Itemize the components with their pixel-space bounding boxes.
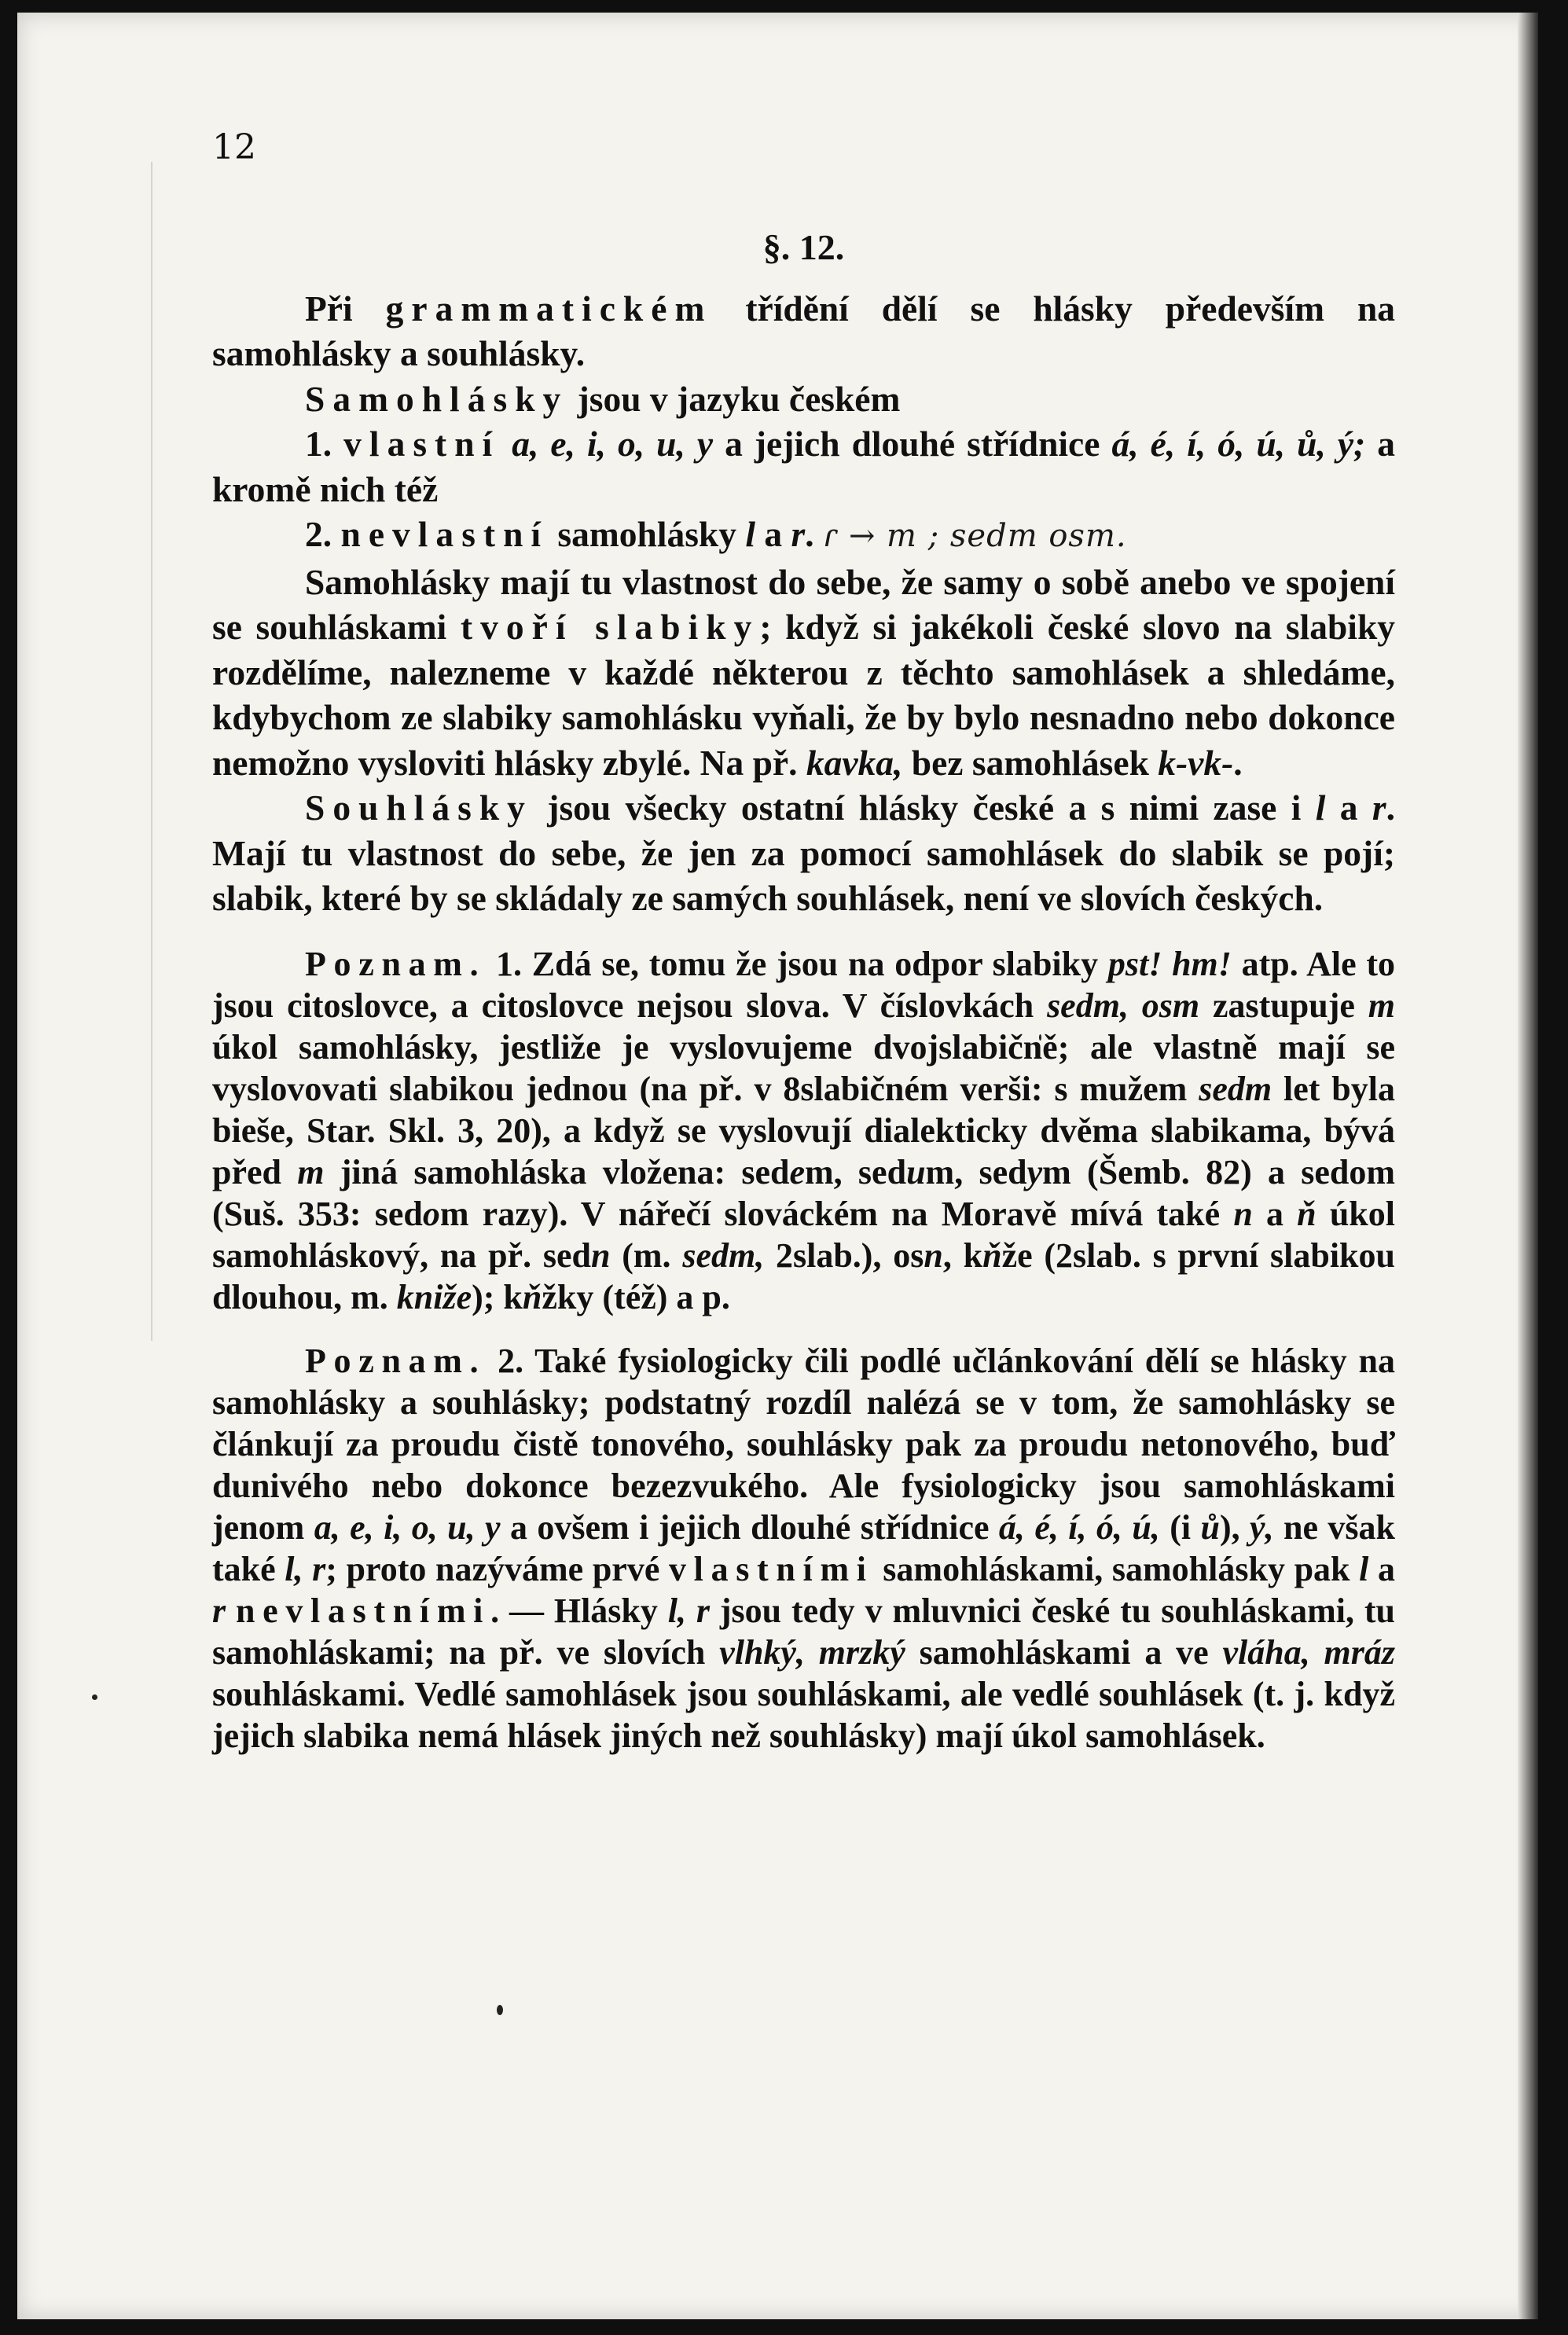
note-1: Poznam. 1. Zdá se, tomu že jsou na odpor slabiky pst! hm! atp. Ale to jsou citoslovce, a citoslovce nejsou slova. V číslovkách sedm, osm zastupuje m úkol samohlásky, jestliže je vyslovujeme dvojslabičně; ale vlastně mají se vyslovovati slabikou jednou (na př. v 8slabičném verši: s mužem sedm let byla bieše, Star. Skl. 3, 20), a když se vyslovují dialekticky dvěma slabikama, bývá před m jiná samohláska vložena: sedem, sedum, sedym (Šemb. 82) a sedom (Suš. 353: sedom razy). V nářečí slováckém na Moravě mívá také n a ň úkol samohláskový, na př. sedn (m. sedm, 2slab.), osn, kňže (2slab. s první slabikou dlouhou, m. kniže); kňžky (též) a p. [212, 944, 1396, 1316]
paragraph-improper-vowels: 2. nevlastní samohlásky l a r. ɾ → m ; sedm osm. [305, 514, 1127, 554]
handwritten-annotation: ɾ → m ; sedm osm. [823, 518, 1127, 554]
paragraph-vowels-heading: Samohlásky jsou v jazyku českém [305, 378, 901, 419]
page-number: 12 [212, 127, 256, 167]
section-heading: §. 12. [762, 227, 845, 267]
speck [92, 1694, 97, 1700]
paragraph-intro: Při grammatickém třídění dělí se hlásky především na samohlásky a souhlásky. [212, 288, 1396, 373]
paragraph-proper-vowels: 1. vlastní a, e, i, o, u, y a jejich dlouhé střídnice á, é, í, ó, ú, ů, ý; a kromě nich též [212, 424, 1395, 509]
scanned-page [17, 13, 1538, 2319]
note-2: Poznam. 2. Také fysiologicky čili podlé učlánkování dělí se hlásky na samohlásky a souhlásky; podstatný rozdíl nalézá se v tom, že samohlásky se článkují za proudu čistě tonového, souhlásky pak za proudu netonového, buď dunivého nebo dokonce bezezvukého. Ale fysiologicky jsou samohláskami jenom a, e, i, o, u, y a ovšem i jejich dlouhé střídnice á, é, í, ó, ú, (i ů), ý, ne však také l, r; proto nazýváme prvé vlastními samohláskami, samohlásky pak l a r nevlastními. — Hlásky l, r jsou tedy v mluvnici české tu souhláskami, tu samohláskami; na př. ve slovích vlhký, mrzký samohláskami a ve vláha, mráz souhláskami. Vedlé samohlásek jsou souhláskami, ale vedlé souhlásek (t. j. když jejich slabika nemá hlásek jiných než souhlásky) mají úkol samohlásek. [212, 1341, 1395, 1755]
margin-line [151, 162, 152, 1341]
paragraph-vowel-property: Samohlásky mají tu vlastnost do sebe, že samy o sobě anebo ve spojení se souhláskami tvoří slabiky; když si jakékoli české slovo na slabiky rozdělíme, nalezneme v každé některou z těchto samohlásek a shledáme, kdybychom ze slabiky samohlásku vyňali, že by bylo nesnadno nebo dokonce nemožno vysloviti hlásky zbylé. Na př. kavka, bez samohlásek k-vk-. [212, 561, 1396, 783]
page-body [212, 225, 1395, 1757]
speck [497, 2005, 503, 2015]
paragraph-consonants: Souhlásky jsou všecky ostatní hlásky české a s nimi zase i l a r. Mají tu vlastnost do sebe, že jen za pomocí samohlásek do slabik se pojí; slabik, které by se skládaly ze samých souhlásek, není ve slovích českých. [212, 788, 1396, 918]
page-edge-shadow [1518, 13, 1538, 2319]
